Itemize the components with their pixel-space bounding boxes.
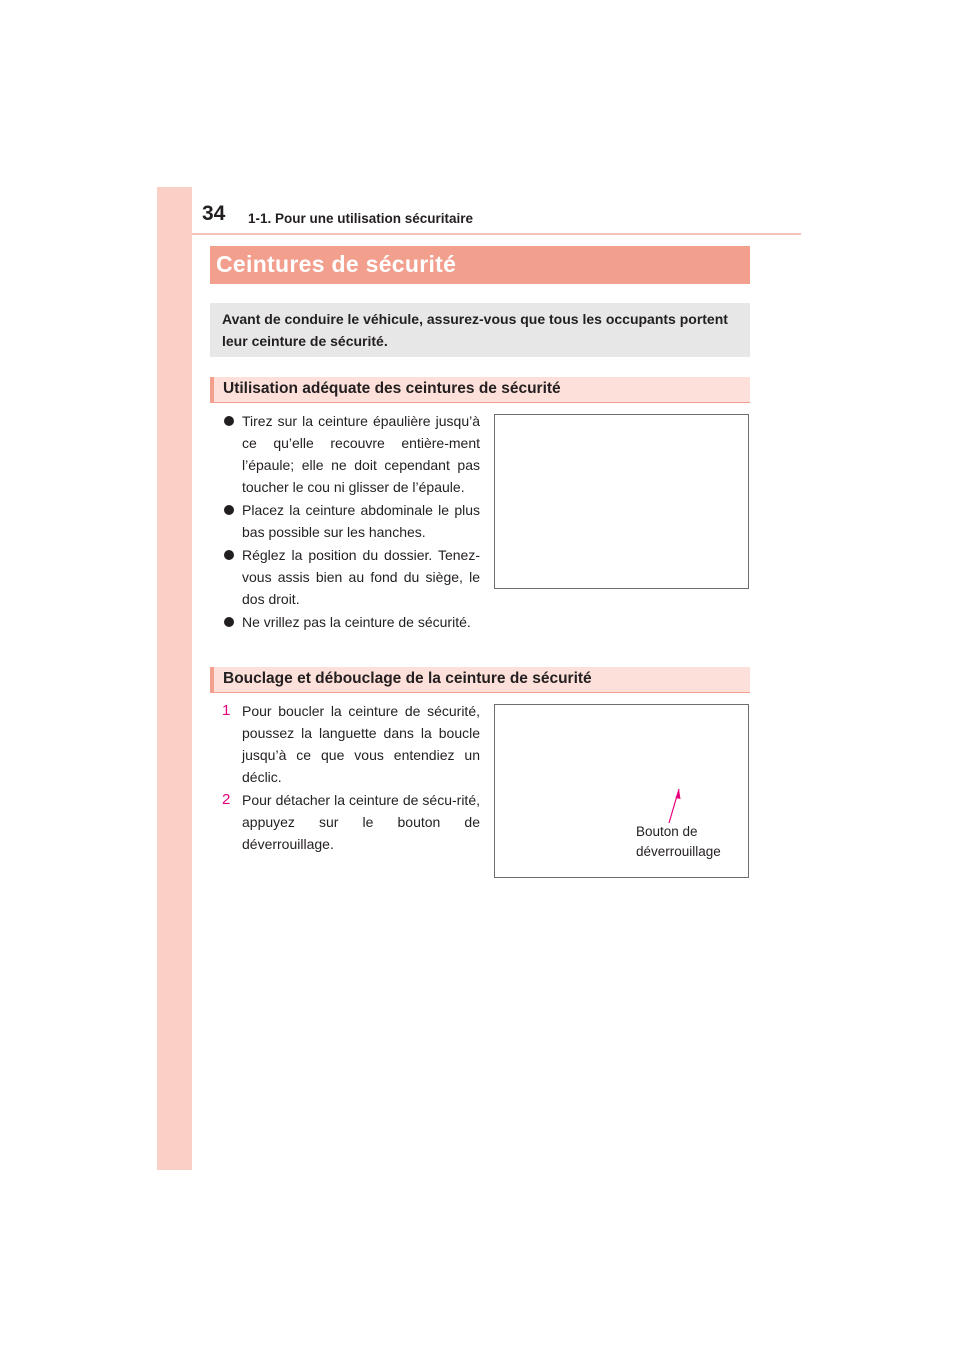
list-item (222, 410, 480, 498)
release-button-label-line1: Bouton de (636, 824, 698, 839)
list-item-text: Tirez sur la ceinture épaulière jusqu’à ce qu’elle recouvre entière-ment l’épaule; elle ne doit cependant pas toucher le cou ni glisser de l’épaule. (242, 413, 480, 495)
steps-list (222, 700, 480, 855)
bullet-list (222, 410, 480, 634)
release-button-label (636, 822, 721, 862)
bullet-icon (224, 505, 234, 515)
bullet-icon (224, 550, 234, 560)
page-number: 34 (202, 202, 226, 225)
step-number: 1 (222, 702, 231, 719)
running-header: 1-1. Pour une utilisation sécuritaire (248, 211, 474, 226)
list-item (222, 544, 480, 610)
chapter-sidebar-tab (157, 187, 192, 1170)
release-button-label-line2: déverrouillage (636, 844, 721, 859)
figure-buckle (494, 704, 749, 878)
subheading-proper-use (210, 377, 750, 403)
header-divider (192, 233, 801, 235)
list-item (222, 611, 480, 633)
bullet-icon (224, 617, 234, 627)
list-item (222, 700, 480, 788)
step-text: Pour détacher la ceinture de sécu-rité, appuyez sur le bouton de déverrouillage. (242, 792, 480, 852)
list-item-text: Réglez la position du dossier. Tenez-vous assis bien au fond du siège, le dos droit. (242, 547, 480, 607)
bullet-icon (224, 416, 234, 426)
list-item (222, 789, 480, 855)
step-text: Pour boucler la ceinture de sécurité, poussez la languette dans la boucle jusqu’à ce que vous entendiez un déclic. (242, 703, 480, 785)
list-item-text: Placez la ceinture abdominale le plus bas possible sur les hanches. (242, 502, 480, 540)
subheading-accent (210, 377, 214, 402)
list-item (222, 499, 480, 543)
subheading-proper-use-label: Utilisation adéquate des ceintures de sécurité (223, 380, 561, 397)
figure-seatbelt-position (494, 414, 749, 589)
list-item-text: Ne vrillez pas la ceinture de sécurité. (242, 614, 471, 630)
page-title: Ceintures de sécurité (216, 251, 457, 277)
subheading-buckling (210, 667, 750, 693)
subheading-accent (210, 667, 214, 692)
subheading-buckling-label: Bouclage et débouclage de la ceinture de sécurité (223, 670, 592, 687)
step-number: 2 (222, 791, 231, 808)
intro-text: Avant de conduire le véhicule, assurez-vous que tous les occupants portent leur ceinture de sécurité. (222, 311, 728, 349)
